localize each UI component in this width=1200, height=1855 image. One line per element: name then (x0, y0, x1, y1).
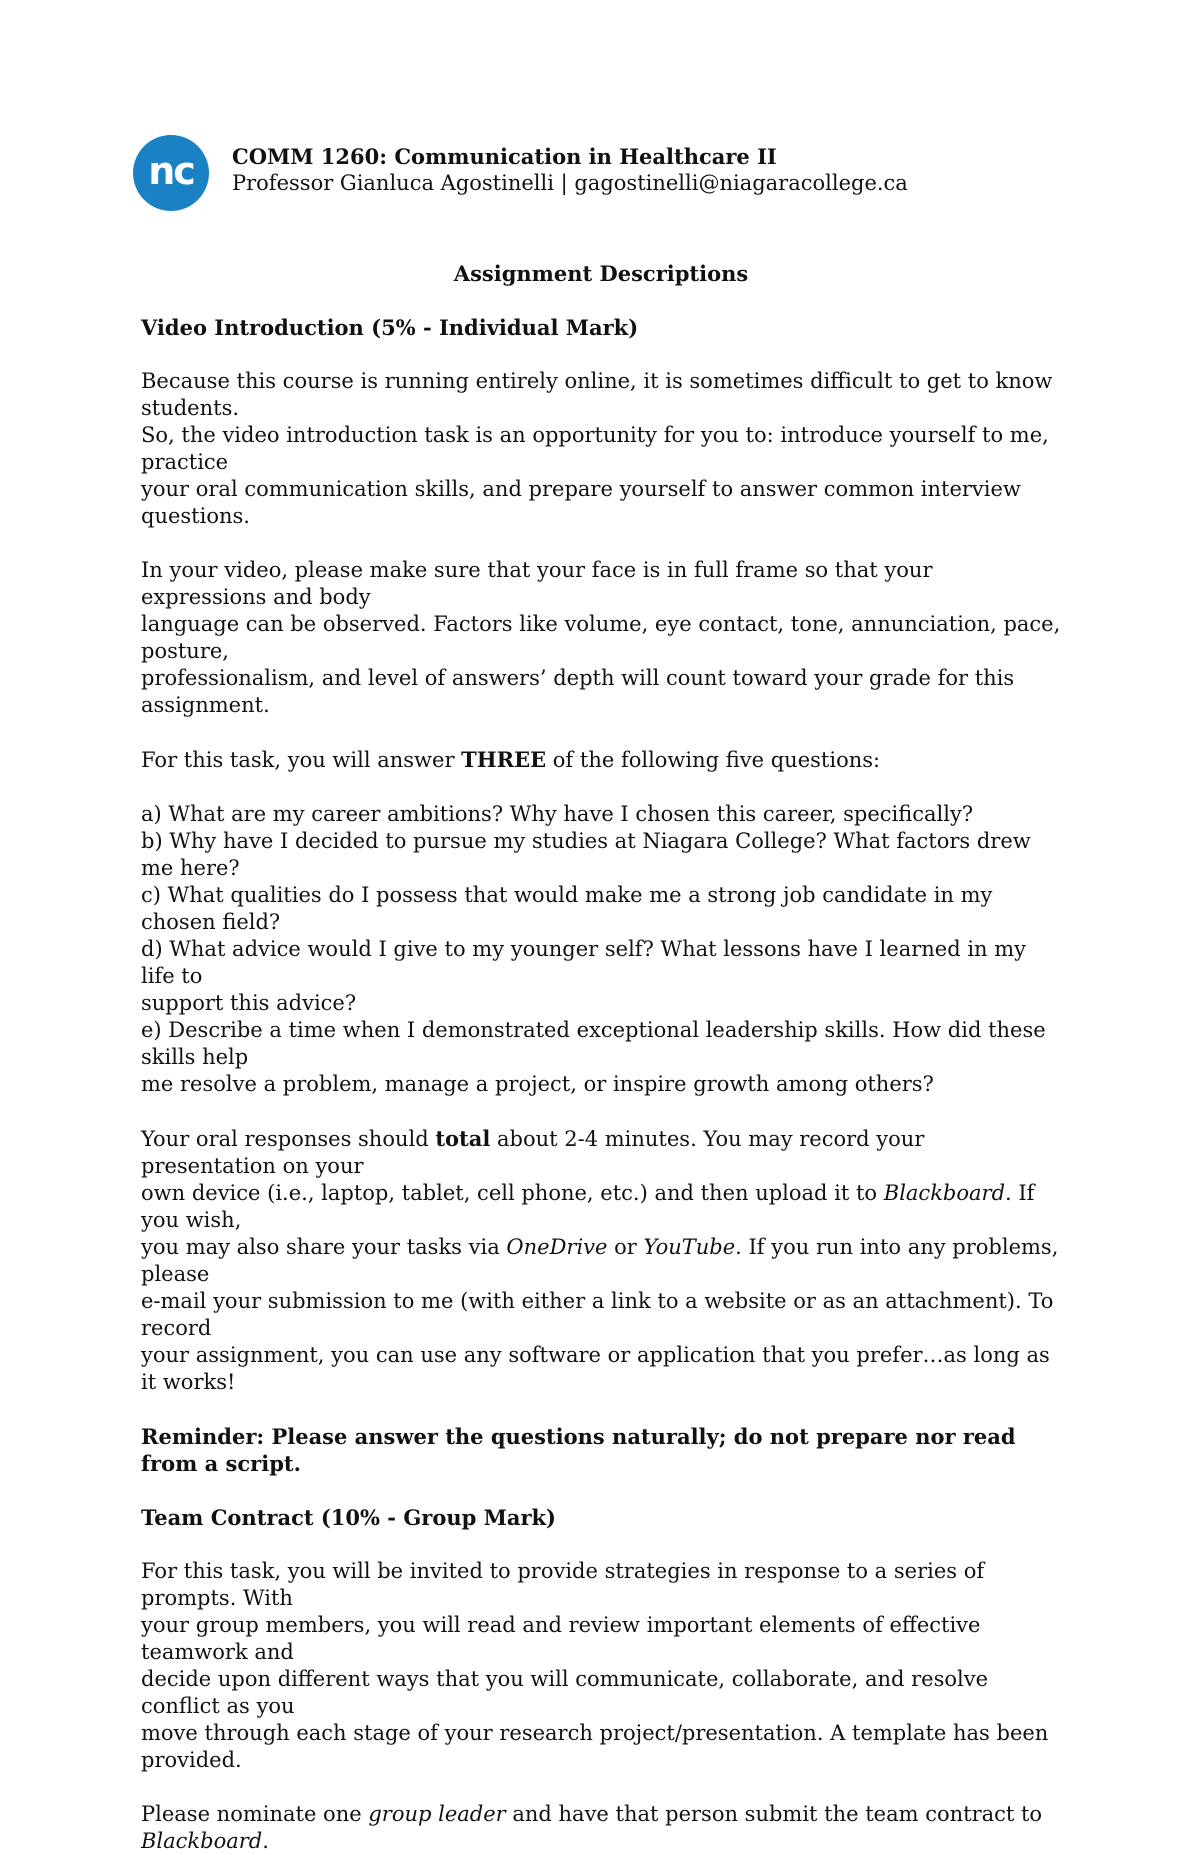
list-item: support this advice? (141, 991, 357, 1015)
text-line: language can be observed. Factors like volume, eye contact, tone, annunciation, pace, posture, (141, 612, 1061, 663)
text-line: own device (i.e., laptop, tablet, cell phone, etc.) and then upload it to Blackboard. If you wish, (141, 1181, 1035, 1232)
list-item: a) What are my career ambitions? Why have I chosen this career, specifically? (141, 802, 974, 826)
text-line: your oral communication skills, and prepare yourself to answer common interview questions. (141, 477, 1021, 528)
list-item: d) What advice would I give to my younger self? What lessons have I learned in my life to (141, 937, 1027, 988)
list-item: c) What qualities do I possess that would make me a strong job candidate in my chosen field? (141, 883, 993, 934)
list-item: me resolve a problem, manage a project, or inspire growth among others? (141, 1072, 934, 1096)
text-line: decide upon different ways that you will communicate, collaborate, and resolve conflict as you (141, 1667, 989, 1718)
text-line: For this task, you will be invited to provide strategies in response to a series of prompts. With (141, 1559, 985, 1610)
nominate-instruction: Please nominate one group leader and have that person submit the team contract to Blackboard. (141, 1802, 1043, 1853)
text-line: your group members, you will read and review important elements of effective teamwork and (141, 1613, 981, 1664)
text-line: So, the video introduction task is an opportunity for you to: introduce yourself to me, practice (141, 423, 1049, 474)
document-body (141, 260, 1061, 1855)
text-line: you may also share your tasks via OneDrive or YouTube. If you run into any problems, please (141, 1235, 1059, 1286)
course-header (232, 143, 908, 197)
list-item: e) Describe a time when I demonstrated exceptional leadership skills. How did these skills help (141, 1018, 1046, 1069)
professor-line: Professor Gianluca Agostinelli | gagostinelli@niagaracollege.ca (232, 171, 908, 195)
text-line: Because this course is running entirely online, it is sometimes difficult to get to know students. (141, 369, 1053, 420)
text-line: move through each stage of your research project/presentation. A template has been provided. (141, 1721, 1049, 1772)
text-line: In your video, please make sure that your face is in full frame so that your expressions and body (141, 558, 933, 609)
text-line: Your oral responses should total about 2-4 minutes. You may record your presentation on your (141, 1126, 925, 1178)
video-heading: Video Introduction (5% - Individual Mark) (141, 315, 639, 340)
face-frame-paragraph (141, 557, 1061, 719)
response-paragraph (141, 1125, 1061, 1396)
team-heading: Team Contract (10% - Group Mark) (141, 1505, 556, 1530)
text-line: professionalism, and level of answers’ depth will count toward your grade for this assignment. (141, 666, 1015, 717)
question-list (141, 801, 1061, 1098)
task-instruction: For this task, you will answer THREE of the following five questions: (141, 747, 881, 772)
college-logo (133, 135, 209, 211)
list-item: b) Why have I decided to pursue my studies at Niagara College? What factors drew me here? (141, 829, 1031, 880)
text-line: your assignment, you can use any software or application that you prefer…as long as it works! (141, 1343, 1050, 1394)
task-count: THREE (461, 747, 547, 772)
text-line: e-mail your submission to me (with either a link to a website or as an attachment). To record (141, 1289, 1054, 1340)
team-paragraph (141, 1558, 1061, 1774)
course-title: COMM 1260: Communication in Healthcare II (232, 144, 777, 169)
logo-text: nc (148, 149, 194, 193)
video-intro-paragraph (141, 368, 1061, 530)
page-title: Assignment Descriptions (453, 261, 749, 286)
reminder-note: Reminder: Please answer the questions naturally; do not prepare nor read from a script. (141, 1424, 1016, 1476)
